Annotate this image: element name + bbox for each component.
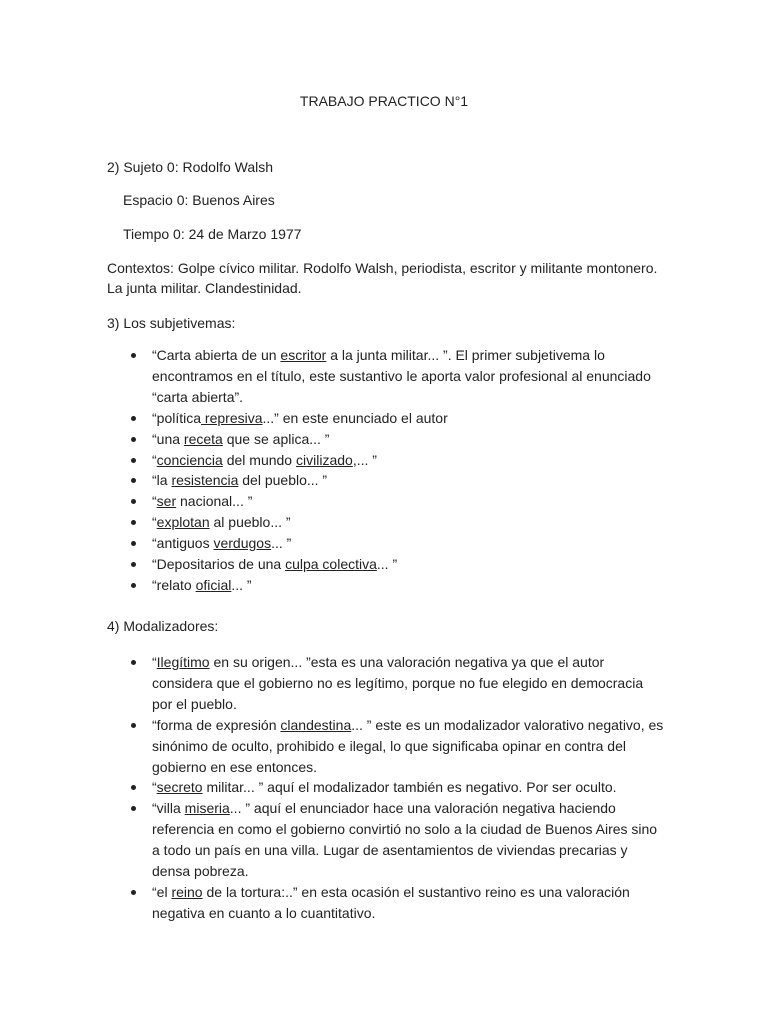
tiempo-line: Tiempo 0: 24 de Marzo 1977	[123, 226, 302, 242]
list-item: “antiguos verdugos... ”	[107, 533, 667, 554]
list-item: “explotan al pueblo... ”	[107, 512, 667, 533]
list-item: “una receta que se aplica... ”	[107, 429, 667, 450]
list-item: “forma de expresión clandestina... ” este es un modalizador valorativo negativo, es sinónimo de oculto, prohibido e ilegal, lo que significaba opinar en contra del gobierno en ese entonces.	[107, 715, 667, 778]
modalizadores-list	[107, 652, 667, 924]
list-item: “Carta abierta de un escritor a la junta militar... ”. El primer subjetivema lo encontramos en el título, este sustantivo le aporta valor profesional al enunciado “carta abierta”.	[107, 345, 667, 408]
modalizadores-heading: 4) Modalizadores:	[107, 618, 219, 634]
list-item: “conciencia del mundo civilizado,... ”	[107, 450, 667, 471]
espacio-line: Espacio 0: Buenos Aires	[123, 192, 275, 208]
list-item: “el reino de la tortura:..” en esta ocasión el sustantivo reino es una valoración negativa en cuanto a lo cuantitativo.	[107, 882, 667, 924]
list-item: “relato oficial... ”	[107, 575, 667, 596]
list-item: “política represiva...” en este enunciado el autor	[107, 408, 667, 429]
contextos-paragraph: Contextos: Golpe cívico militar. Rodolfo Walsh, periodista, escritor y militante montonero. La junta militar. Clandestinidad.	[107, 260, 658, 296]
list-item: “ser nacional... ”	[107, 491, 667, 512]
list-item: “Depositarios de una culpa colectiva... ”	[107, 554, 667, 575]
list-item: “secreto militar... ” aquí el modalizador también es negativo. Por ser oculto.	[107, 777, 667, 798]
subjetivemas-list	[107, 345, 667, 596]
sujeto-line: 2) Sujeto 0: Rodolfo Walsh	[107, 159, 274, 175]
subjetivemas-heading: 3) Los subjetivemas:	[107, 315, 236, 331]
list-item: “Ilegítimo en su origen... ”esta es una valoración negativa ya que el autor considera que el gobierno no es legítimo, porque no fue elegido en democracia por el pueblo.	[107, 652, 667, 715]
list-item: “villa miseria... ” aquí el enunciador hace una valoración negativa haciendo referencia en como el gobierno convirtió no solo a la ciudad de Buenos Aires sino a todo un país en una villa. Lugar de asentamientos de viviendas precarias y densa pobreza.	[107, 798, 667, 882]
document-title: TRABAJO PRACTICO N°1	[299, 93, 469, 109]
list-item: “la resistencia del pueblo... ”	[107, 470, 667, 491]
